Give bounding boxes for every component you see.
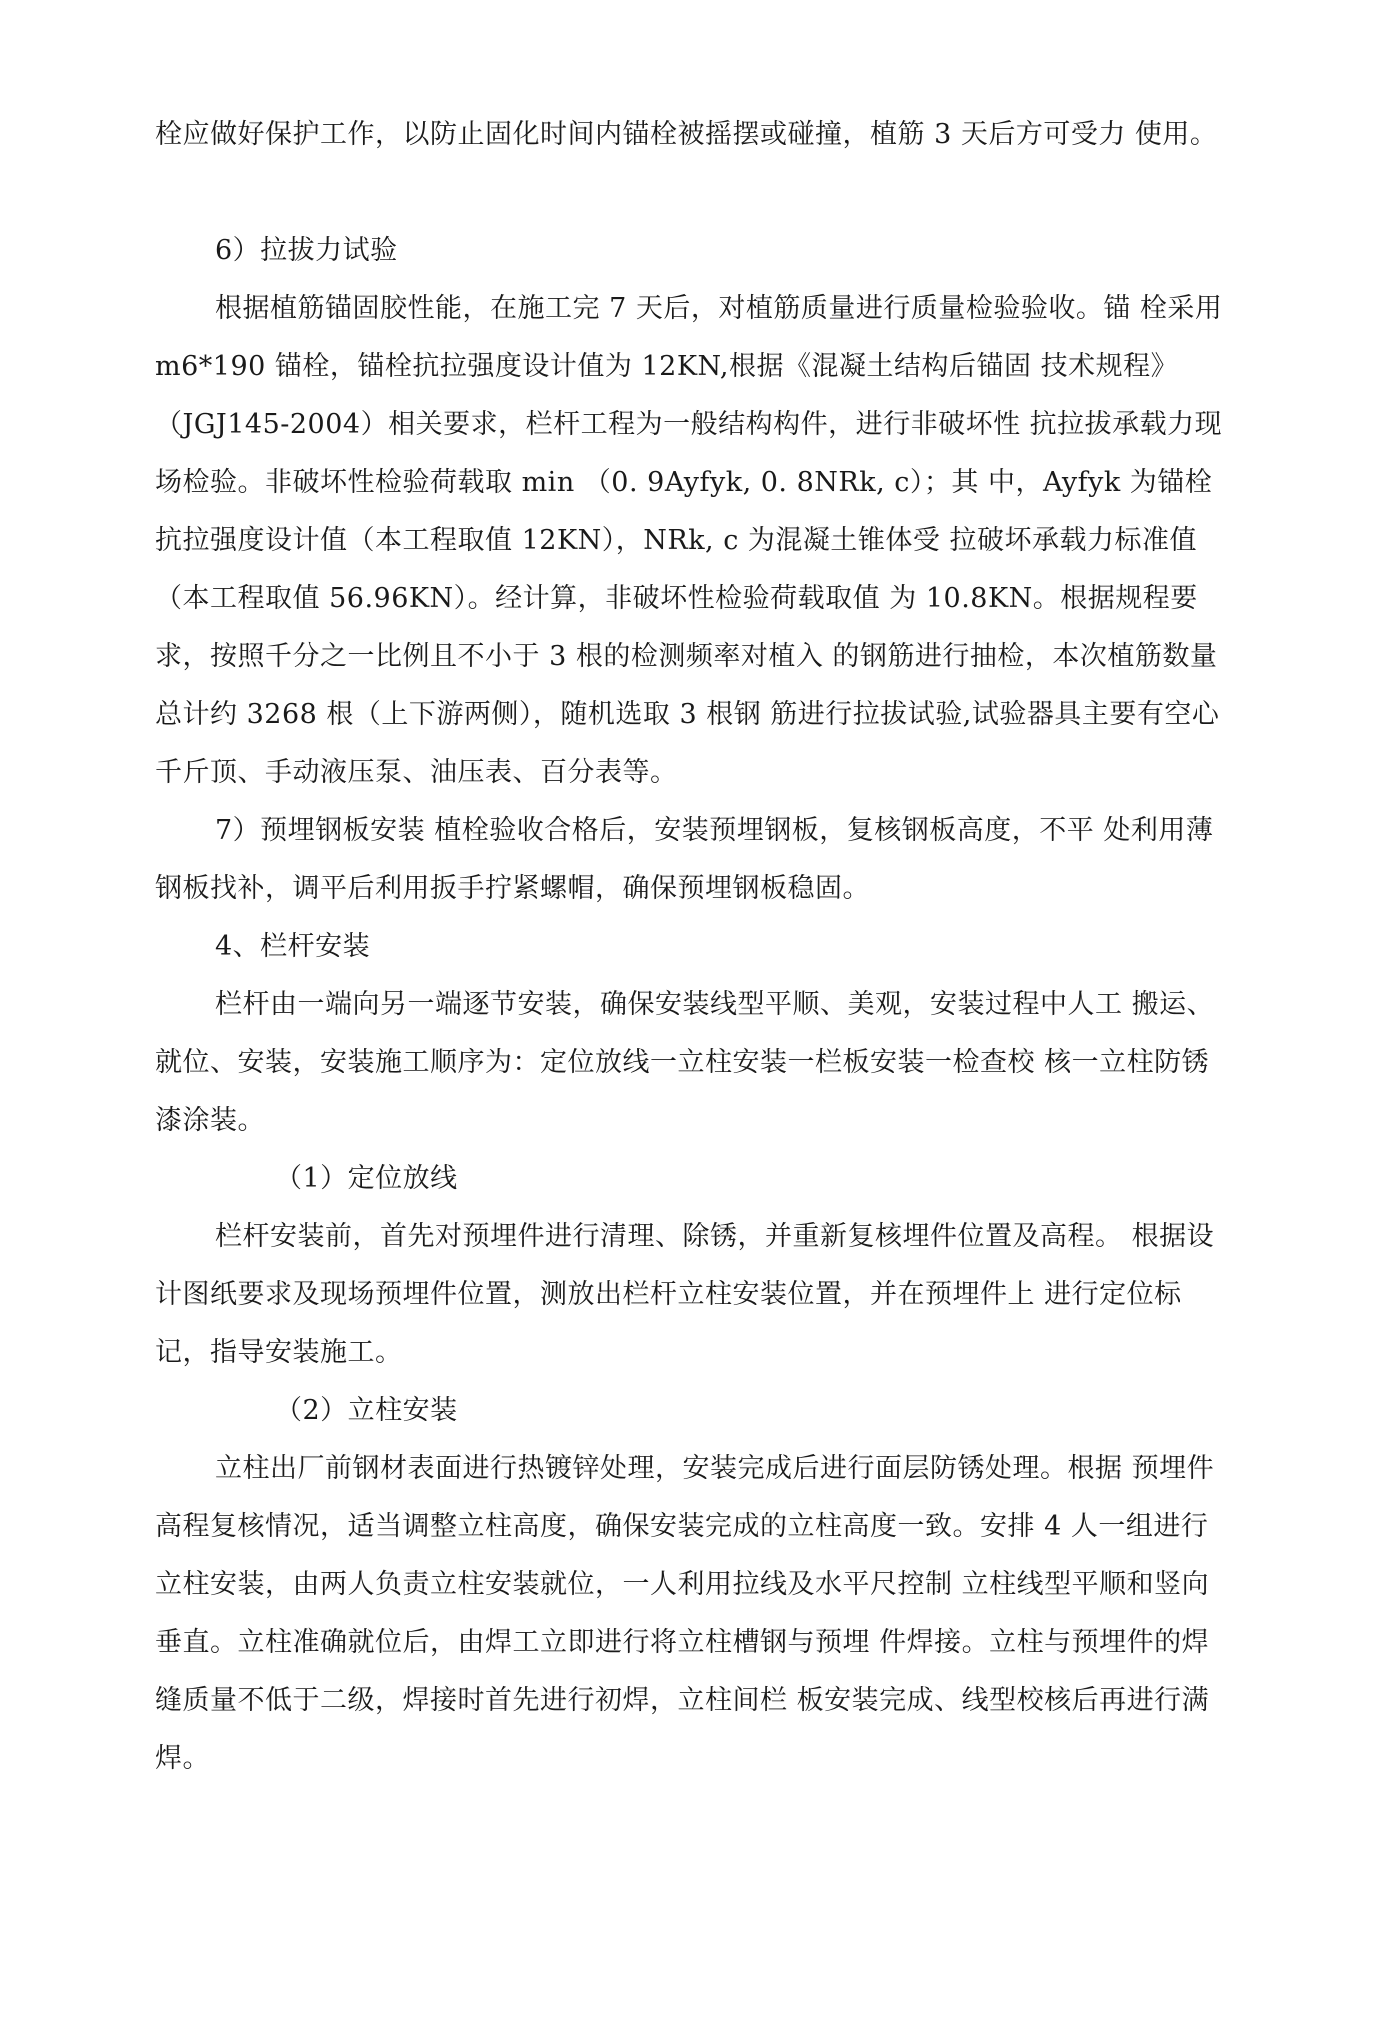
paragraph-pullout-test: 根据植筋锚固胶性能，在施工完 7 天后，对植筋质量进行质量检验验收。锚 栓采用 m6*190 锚栓，锚栓抗拉强度设计值为 12KN,根据《混凝土结构后锚固 技术规程》（JGJ145-2004）相关要求，栏杆工程为一般结构构件，进行非破坏性 抗拉拔承载力现场检验。非破坏性检验荷载取 min （0. 9Ayfyk, 0. 8NRk, c）；其 中，Ayfyk 为锚栓抗拉强度设计值（本工程取值 12KN），NRk, c 为混凝土锥体受 拉破坏承载力标准值（本工程取值 56.96KN）。经计算，非破坏性检验荷载取值 为 10.8KN。根据规程要求，按照千分之一比例且不小于 3 根的检测频率对植入 的钢筋进行抽检，本次植筋数量总计约 3268 根（上下游两侧），随机选取 3 根钢 筋进行拉拔试验,试验器具主要有空心千斤顶、手动液压泵、油压表、百分表等。 — [155, 293, 1223, 788]
paragraph-embedded-plate: 7）预埋钢板安装 植栓验收合格后，安装预埋钢板，复核钢板高度，不平 处利用薄钢板找补，调平后利用扳手拧紧螺帽，确保预埋钢板稳固。 — [155, 815, 1214, 904]
heading-pullout-test: 6）拉拔力试验 — [215, 235, 398, 266]
paragraph-column-install: 立柱出厂前钢材表面进行热镀锌处理，安装完成后进行面层防锈处理。根据 预埋件高程复核情况，适当调整立柱高度，确保安装完成的立柱高度一致。安排 4 人一组进行立柱安装，由两人负责立柱安装就位，一人利用拉线及水平尺控制 立柱线型平顺和竖向垂直。立柱准确就位后，由焊工立即进行将立柱槽钢与预埋 件焊接。立柱与预埋件的焊缝质量不低于二级，焊接时首先进行初焊，立柱间栏 板安装完成、线型校核后再进行满焊。 — [155, 1453, 1215, 1774]
paragraph-positioning: 栏杆安装前，首先对预埋件进行清理、除锈，并重新复核埋件位置及高程。 根据设计图纸要求及现场预埋件位置，测放出栏杆立柱安装位置，并在预埋件上 进行定位标记，指导安装施工。 — [155, 1221, 1215, 1368]
paragraph-continuation: 栓应做好保护工作，以防止固化时间内锚栓被摇摆或碰撞，植筋 3 天后方可受力 使用。 — [155, 119, 1218, 150]
heading-column-install: （2）立柱安装 — [275, 1395, 458, 1426]
paragraph-railing-install: 栏杆由一端向另一端逐节安装，确保安装线型平顺、美观，安装过程中人工 搬运、就位、安装，安装施工顺序为：定位放线一立柱安装一栏板安装一检查校 核一立柱防锈漆涂装。 — [155, 989, 1215, 1136]
heading-railing-install: 4、栏杆安装 — [215, 931, 371, 962]
heading-positioning: （1）定位放线 — [275, 1163, 458, 1194]
